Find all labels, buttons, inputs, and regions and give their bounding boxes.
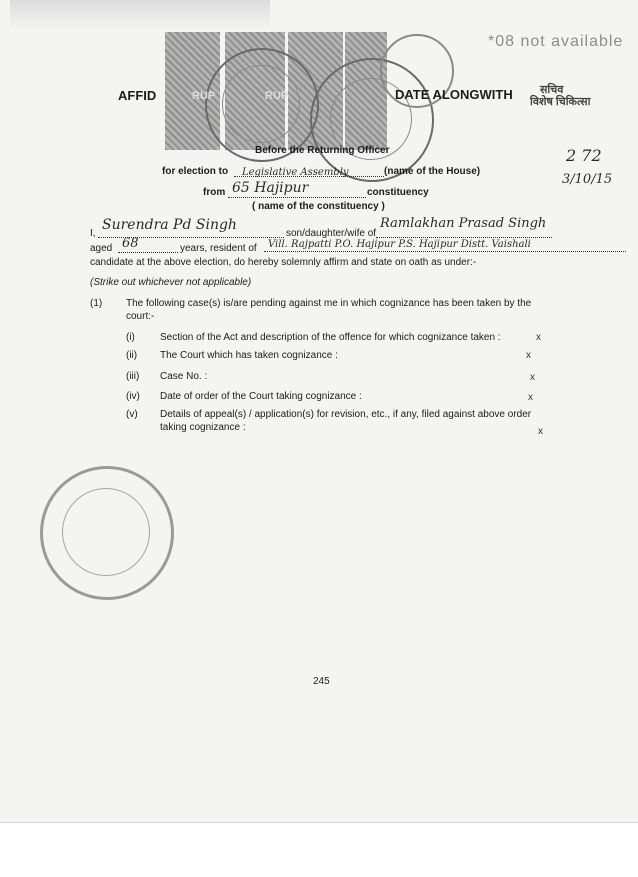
from-suffix: constituency (367, 187, 429, 198)
sub-item-2-mark: x (526, 350, 531, 361)
sub-item-5-mark: x (538, 426, 543, 437)
rubber-seal-1-inner (222, 65, 300, 143)
hindi-stamp-1: सचिव (540, 84, 564, 96)
corner-note: *08 not available (488, 33, 624, 50)
scan-shadow (10, 0, 270, 30)
strike-note: (Strike out whichever not applicable) (90, 277, 252, 288)
from-value: 65 Hajipur (232, 180, 309, 196)
sub-item-5-num: (v) (126, 409, 138, 420)
address-dotline (264, 234, 626, 252)
sub-item-1-num: (i) (126, 332, 135, 343)
address-value: Vill. Rajpatti P.O. Hajipur P.S. Hajipur Distt. Vaishali (268, 239, 531, 250)
item-1-number: (1) (90, 298, 103, 309)
before-line: Before the Returning Officer (255, 145, 390, 156)
sub-item-4-text: Date of order of the Court taking cognizance : (160, 391, 362, 402)
page-number: 245 (313, 676, 330, 687)
name-prefix: I, (90, 228, 96, 239)
stamp-text-2: RUP (265, 90, 289, 102)
sub-item-3-num: (iii) (126, 371, 140, 382)
stamp-text-1: RUP (192, 90, 216, 102)
election-prefix: for election to (162, 166, 229, 177)
sub-item-4-num: (iv) (126, 391, 140, 402)
sub-item-3-mark: x (530, 372, 535, 383)
age-dotline (118, 236, 178, 253)
father-value: Ramlakhan Prasad Singh (380, 216, 547, 231)
sub-item-1-mark: x (536, 332, 541, 343)
corner-number: 2 72 (566, 146, 602, 165)
name-value: Surendra Pd Singh (102, 217, 237, 233)
aged-label: aged (90, 243, 113, 254)
sub-item-2-num: (ii) (126, 350, 138, 361)
notary-seal-inner (62, 488, 150, 576)
candidate-line: candidate at the above election, do hereby solemnly affirm and state on oath as under:- (90, 257, 477, 268)
constituency-label: ( name of the constituency ) (252, 201, 385, 212)
corner-date: 3/10/15 (562, 172, 613, 187)
resident-label: years, resident of (180, 243, 257, 254)
election-dotline (234, 164, 384, 177)
election-value: Legislative Assembly (242, 167, 349, 178)
from-dotline (228, 182, 366, 198)
title-right: DATE ALONGWITH (395, 87, 513, 102)
scan-bottom-band (0, 822, 638, 877)
from-prefix: from (203, 187, 226, 198)
sub-item-2-text: The Court which has taken cognizance : (160, 350, 338, 361)
sub-item-1-text: Section of the Act and description of the offence for which cognizance taken : (160, 332, 501, 343)
item-1-text: The following case(s) is/are pending against me in which cognizance has been taken by the court:- (126, 298, 532, 322)
hindi-stamp-2: विशेष चिकित्सा (530, 96, 591, 108)
age-value: 68 (122, 236, 139, 251)
election-suffix: (name of the House) (384, 166, 481, 177)
title-left: AFFID (118, 88, 157, 103)
relation-label: son/daughter/wife of (286, 228, 377, 239)
name-dotline (98, 218, 284, 238)
sub-item-3-text: Case No. : (160, 371, 208, 382)
sub-item-5-text: Details of appeal(s) / application(s) for revision, etc., if any, filed against above order taking cognizance : (160, 409, 532, 433)
sub-item-4-mark: x (528, 392, 533, 403)
